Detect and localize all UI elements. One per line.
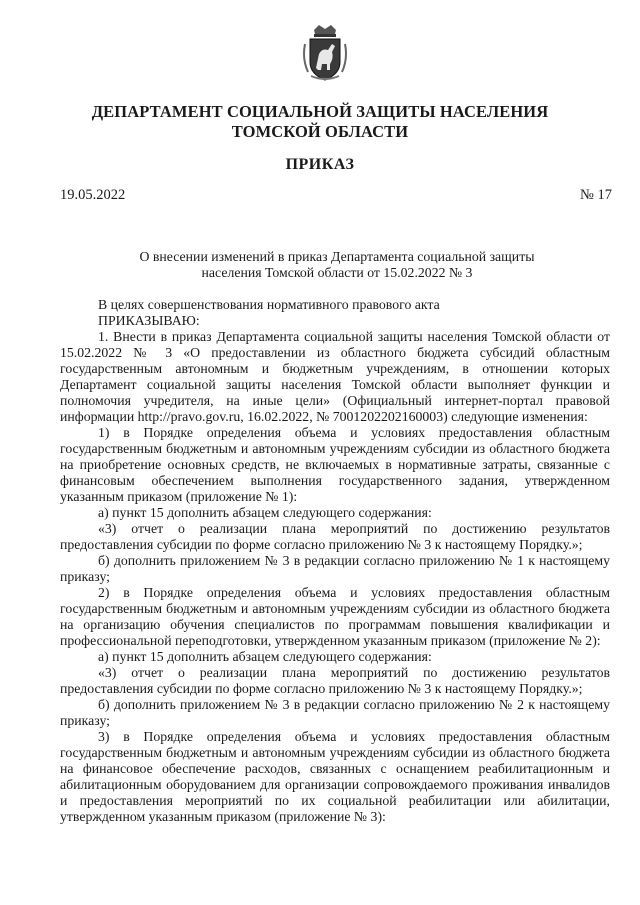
body-paragraph: 3) в Порядке определения объема и условиях предоставления областным государственным бюджетным и автономным учреждениям субсидии из областного бюджета на финансовое обеспечение расходов, связанных с оснащением реабилитационным и абилитационным оборудованием для организации сопровождаемого проживания инвалидов и предоставления мероприятий по их социальной реабилитации или абилитации, утвержденном указанным приказом (приложение № 3): [60,729,610,824]
department-line-2: ТОМСКОЙ ОБЛАСТИ [231,122,409,141]
body-paragraph: «3) отчет о реализации плана мероприятий по достижению результатов предоставления субсидии по форме согласно приложению № 3 к настоящему Порядку.»; [60,665,610,696]
body-paragraph: «3) отчет о реализации плана мероприятий по достижению результатов предоставления субсидии по форме согласно приложению № 3 к настоящему Порядку.»; [60,521,610,552]
subject-line-2: населения Томской области от 15.02.2022 № 3 [201,265,473,280]
order-number: № 17 [580,187,612,203]
order-title: ПРИКАЗ [285,156,355,173]
body-paragraph: 1) в Порядке определения объема и условиях предоставления областным государственным бюджетным и автономным учреждениям субсидии из областного бюджета на приобретение основных средств, не включаемых в нормативные затраты, связанные с финансовым обеспечением выполнения государственного задания, утвержденном указанным приказом (приложение № 1): [60,425,610,504]
department-line-1: ДЕПАРТАМЕНТ СОЦИАЛЬНОЙ ЗАЩИТЫ НАСЕЛЕНИЯ [91,102,549,121]
body-paragraph: а) пункт 15 дополнить абзацем следующего содержания: [98,505,432,520]
body-paragraph: б) дополнить приложением № 3 в редакции согласно приложению № 1 к настоящему приказу; [60,553,610,584]
body-paragraph: 1. Внести в приказ Департамента социальной защиты населения Томской области от 15.02.2022 № 3 «О предоставлении из областного бюджета субсидий областным государственным автономным и бюджетным учреждениям, в отношении которых Департамент социальной защиты населения Томской области выполняет функции и полномочия учредителя, на иные цели» (Официальный интернет-портал правовой информации http://pravo.gov.ru, 16.02.2022, № 7001202202160003) следующие изменения: [60,329,610,424]
body-paragraph: ПРИКАЗЫВАЮ: [98,313,200,328]
tomsk-region-coat-of-arms-icon [302,24,348,82]
subject-line-1: О внесении изменений в приказ Департамента социальной защиты [139,249,535,264]
body-paragraph: а) пункт 15 дополнить абзацем следующего содержания: [98,649,432,664]
order-subject [130,249,544,281]
order-date: 19.05.2022 [60,187,126,203]
body-paragraph: 2) в Порядке определения объема и условиях предоставления областным государственным бюджетным и автономным учреждениям субсидии из областного бюджета на организацию обучения специалистов по программам повышения квалификации и профессиональной переподготовки, утвержденном указанным приказом (приложение № 2): [60,585,610,648]
department-name [0,102,640,142]
order-body [60,297,610,825]
body-paragraph: б) дополнить приложением № 3 в редакции согласно приложению № 2 к настоящему приказу; [60,697,610,728]
body-paragraph: В целях совершенствования нормативного правового акта [98,297,440,312]
